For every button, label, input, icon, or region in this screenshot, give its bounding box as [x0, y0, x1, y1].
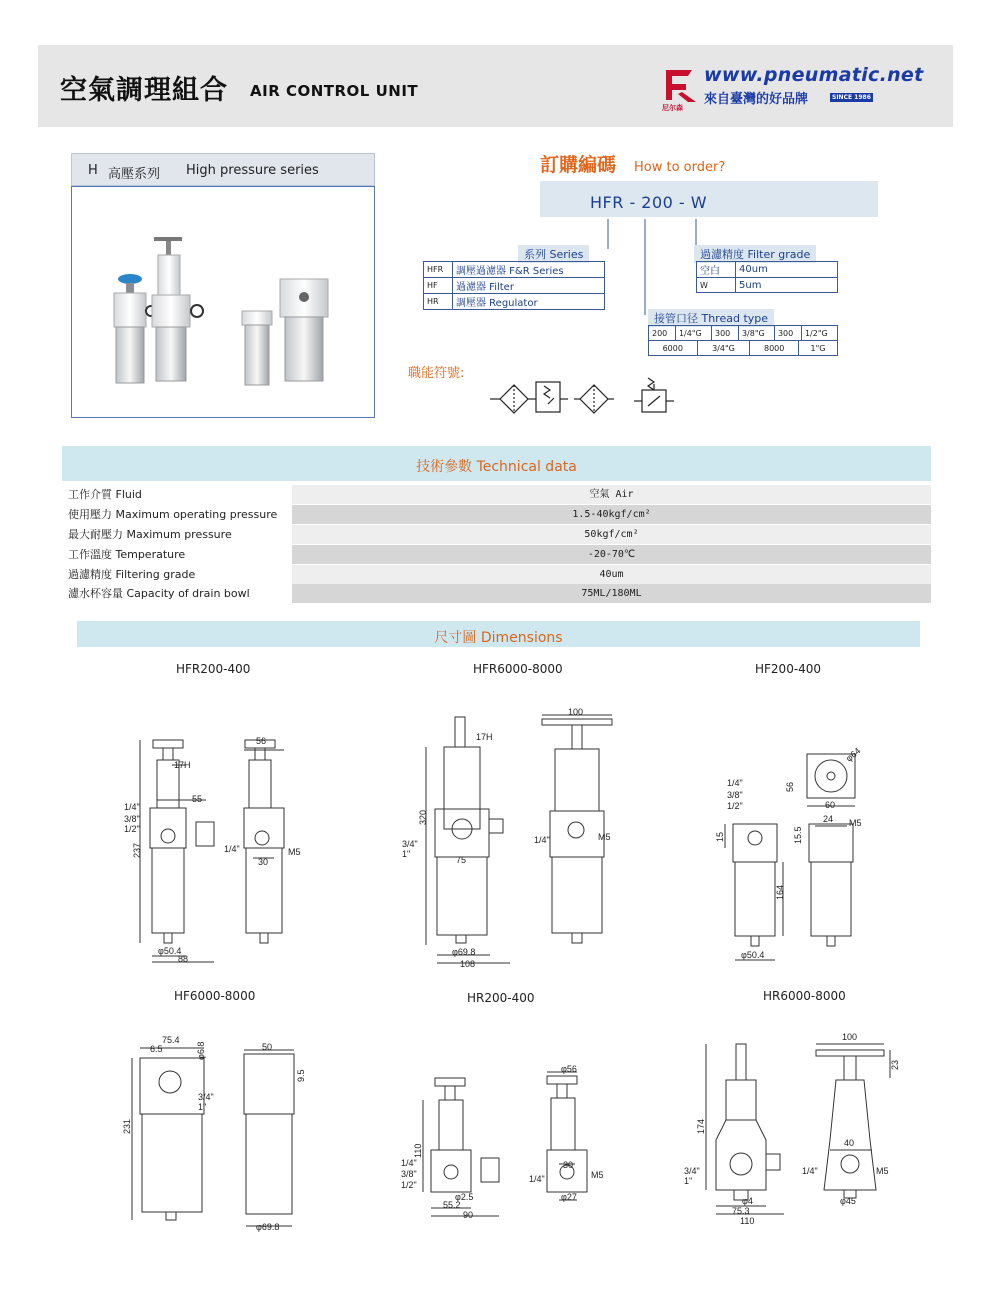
brand-slogan: 來自臺灣的好品牌	[704, 92, 809, 107]
dim-label: φ45	[840, 1196, 856, 1206]
dim-label: 55	[192, 794, 203, 804]
dim-label: M5	[598, 832, 611, 842]
dim-label: 3/8"	[124, 814, 140, 824]
dim-label: 56	[256, 736, 267, 746]
dim-label: φ56	[561, 1064, 577, 1074]
thread-cell: 1"G	[798, 341, 837, 356]
dim-label: 3/4"	[402, 839, 418, 849]
thread-type-label: 接管口径 Thread type	[648, 309, 774, 327]
filter-code: W	[697, 278, 736, 293]
table-row	[424, 262, 605, 278]
dim-label: φ50.4	[158, 946, 182, 956]
page-title: 空氣調理組合	[60, 75, 228, 106]
drawing-hf200	[705, 740, 880, 965]
table-row	[62, 525, 931, 544]
thread-cell: 300	[774, 326, 801, 341]
dim-label: 3/4"	[198, 1092, 214, 1102]
dim-label: 90	[463, 1210, 474, 1220]
dim-label: φ50.4	[741, 950, 765, 960]
dimensions-title: 尺寸圖 Dimensions	[434, 630, 563, 646]
dim-label: 237	[132, 842, 142, 858]
technical-data-title: 技術參數 Technical data	[416, 459, 577, 475]
table-row	[697, 262, 838, 278]
drawing-hr200	[395, 1060, 625, 1225]
tech-label: 過濾精度 Filtering grade	[62, 565, 290, 584]
series-code-table	[423, 261, 605, 310]
dim-label: 100	[842, 1032, 858, 1042]
dim-label: 9.5	[296, 1069, 306, 1082]
model-label-hr200: HR200-400	[467, 991, 535, 1005]
dim-label: 1/4"	[534, 835, 550, 845]
order-title-en: How to order?	[634, 160, 726, 175]
series-desc: 調壓器 Regulator	[453, 294, 605, 310]
function-symbol-label: 職能符號:	[408, 366, 465, 381]
table-row	[424, 294, 605, 310]
model-label-hf200: HF200-400	[755, 662, 822, 676]
series-code-label: 系列 Series	[518, 245, 589, 263]
series-code: HF	[424, 278, 453, 294]
tech-value: 空氣 Air	[292, 485, 931, 504]
tech-value: 40um	[292, 565, 931, 584]
dim-label: 60	[825, 800, 836, 810]
dim-label: 3/4"	[684, 1166, 700, 1176]
dim-label: M5	[876, 1166, 889, 1176]
drawing-hf6000	[110, 1030, 320, 1235]
dim-label: 110	[740, 1216, 755, 1226]
tech-value: 50kgf/cm²	[292, 525, 931, 544]
dim-label: M5	[288, 847, 301, 857]
tech-value: 1.5-40kgf/cm²	[292, 505, 931, 524]
dim-label: 231	[122, 1118, 132, 1134]
thread-cell: 3/4"G	[697, 341, 750, 356]
table-row	[62, 545, 931, 564]
filter-desc: 5um	[736, 278, 838, 293]
dim-label: 40	[844, 1138, 855, 1148]
table-row	[649, 341, 838, 356]
dim-label: φ27	[561, 1192, 577, 1202]
page-subtitle: AIR CONTROL UNIT	[250, 82, 419, 100]
dimensions-header	[77, 621, 920, 647]
dim-label: M5	[591, 1170, 604, 1180]
table-row	[424, 278, 605, 294]
dim-label: 17H	[476, 732, 493, 742]
thread-cell: 200	[649, 326, 676, 341]
dim-label: 108	[460, 959, 476, 969]
dim-label: φ6.8	[196, 1041, 206, 1060]
thread-type-table	[648, 325, 838, 341]
dim-label: 164	[775, 884, 785, 900]
dim-label: 56	[785, 781, 795, 792]
dim-label: φ4	[742, 1196, 753, 1206]
dim-label: φ69.8	[452, 947, 476, 957]
filter-grade-table	[696, 261, 838, 293]
series-code: HR	[424, 294, 453, 310]
series-name-cn: 高壓系列	[108, 167, 161, 182]
thread-cell: 300	[711, 326, 738, 341]
dim-label: 23	[890, 1059, 900, 1070]
series-desc: 調壓過濾器 F&R Series	[453, 262, 605, 278]
thread-cell: 1/2"G	[801, 326, 837, 341]
series-desc: 過濾器 Filter	[453, 278, 605, 294]
table-row	[62, 505, 931, 524]
thread-cell: 3/8"G	[738, 326, 774, 341]
dim-label: 320	[418, 809, 428, 825]
drawing-hr6000	[680, 1030, 910, 1230]
dim-label: φ2.5	[455, 1192, 474, 1202]
dim-label: 1/4"	[802, 1166, 818, 1176]
dim-label: 1/2"	[727, 801, 743, 811]
dim-label: 30	[563, 1160, 574, 1170]
model-label-hf6000: HF6000-8000	[174, 989, 256, 1003]
dim-label: 1"	[198, 1102, 207, 1112]
drawing-hfr6000	[400, 705, 630, 970]
tech-label: 濾水杯容量 Capacity of drain bowl	[62, 584, 290, 603]
product-illustration-icon	[72, 187, 374, 417]
filter-desc: 40um	[736, 262, 838, 278]
dim-label: 1/2"	[124, 824, 140, 834]
tech-value: -20-70℃	[292, 545, 931, 564]
table-row	[697, 278, 838, 293]
dim-label: 88	[178, 954, 189, 964]
filter-grade-label: 過濾精度 Filter grade	[694, 245, 816, 263]
tech-label: 最大耐壓力 Maximum pressure	[62, 525, 290, 544]
pneumatic-symbols-icon	[488, 376, 678, 422]
series-name-en: High pressure series	[186, 163, 319, 178]
series-code: HFR	[424, 262, 453, 278]
thread-type-table-row2	[648, 340, 838, 356]
dim-label: 100	[568, 707, 584, 717]
drawing-hfr200	[110, 730, 310, 970]
thread-cell: 1/4"G	[675, 326, 711, 341]
dim-label: 174	[696, 1118, 706, 1134]
order-title: 訂購編碼	[540, 154, 617, 176]
dim-label: 1/4"	[727, 778, 743, 788]
model-code: HFR - 200 - W	[590, 193, 708, 212]
dim-label: 3/8"	[401, 1169, 417, 1179]
dim-label: 1"	[402, 849, 411, 859]
dim-label: 75	[456, 855, 467, 865]
dim-label: 15	[715, 831, 725, 842]
dim-label: 1/4"	[529, 1174, 545, 1184]
series-prefix: H	[88, 163, 98, 178]
dim-label: 75.3	[732, 1206, 750, 1216]
thread-cell: 6000	[649, 341, 698, 356]
dim-label: 1/4"	[401, 1158, 417, 1168]
model-label-hfr200: HFR200-400	[176, 662, 251, 676]
series-header	[71, 153, 375, 186]
model-label-hfr6000: HFR6000-8000	[473, 662, 563, 676]
since-badge: SINCE 1986	[832, 94, 871, 101]
dim-label: φ64	[843, 745, 863, 764]
table-row	[62, 584, 931, 603]
table-row	[62, 565, 931, 584]
dim-label: φ69.8	[256, 1222, 280, 1232]
dim-label: 50	[262, 1042, 273, 1052]
tech-label: 工作溫度 Temperature	[62, 545, 290, 564]
filter-code: 空白	[697, 262, 736, 278]
tech-label: 使用壓力 Maximum operating pressure	[62, 505, 290, 524]
dim-label: 75.4	[162, 1035, 180, 1045]
table-row	[649, 326, 838, 341]
dim-label: 55.2	[443, 1200, 461, 1210]
dim-label: 30	[258, 857, 269, 867]
table-row	[62, 485, 931, 504]
brand-chinese-name: 尼尔森	[662, 104, 683, 112]
dim-label: 3/8"	[727, 790, 743, 800]
dim-label: 6.5	[150, 1044, 163, 1054]
dim-label: 1/4"	[224, 844, 240, 854]
site-url: www.pneumatic.net	[704, 64, 924, 86]
product-photo	[71, 186, 375, 418]
dim-label: 17H	[174, 760, 191, 770]
dim-label: 110	[413, 1143, 423, 1158]
dim-label: 24	[823, 814, 834, 824]
model-label-hr6000: HR6000-8000	[763, 989, 846, 1003]
technical-data-header	[62, 446, 931, 481]
tech-value: 75ML/180ML	[292, 584, 931, 603]
thread-cell: 8000	[750, 341, 799, 356]
dim-label: 15.5	[793, 826, 803, 844]
tech-label: 工作介質 Fluid	[62, 485, 290, 504]
dim-label: M5	[849, 818, 862, 828]
dim-label: 1/2"	[401, 1180, 417, 1190]
dim-label: 1/4"	[124, 802, 140, 812]
dim-label: 1"	[684, 1176, 693, 1186]
brand-logo-icon	[662, 66, 700, 106]
